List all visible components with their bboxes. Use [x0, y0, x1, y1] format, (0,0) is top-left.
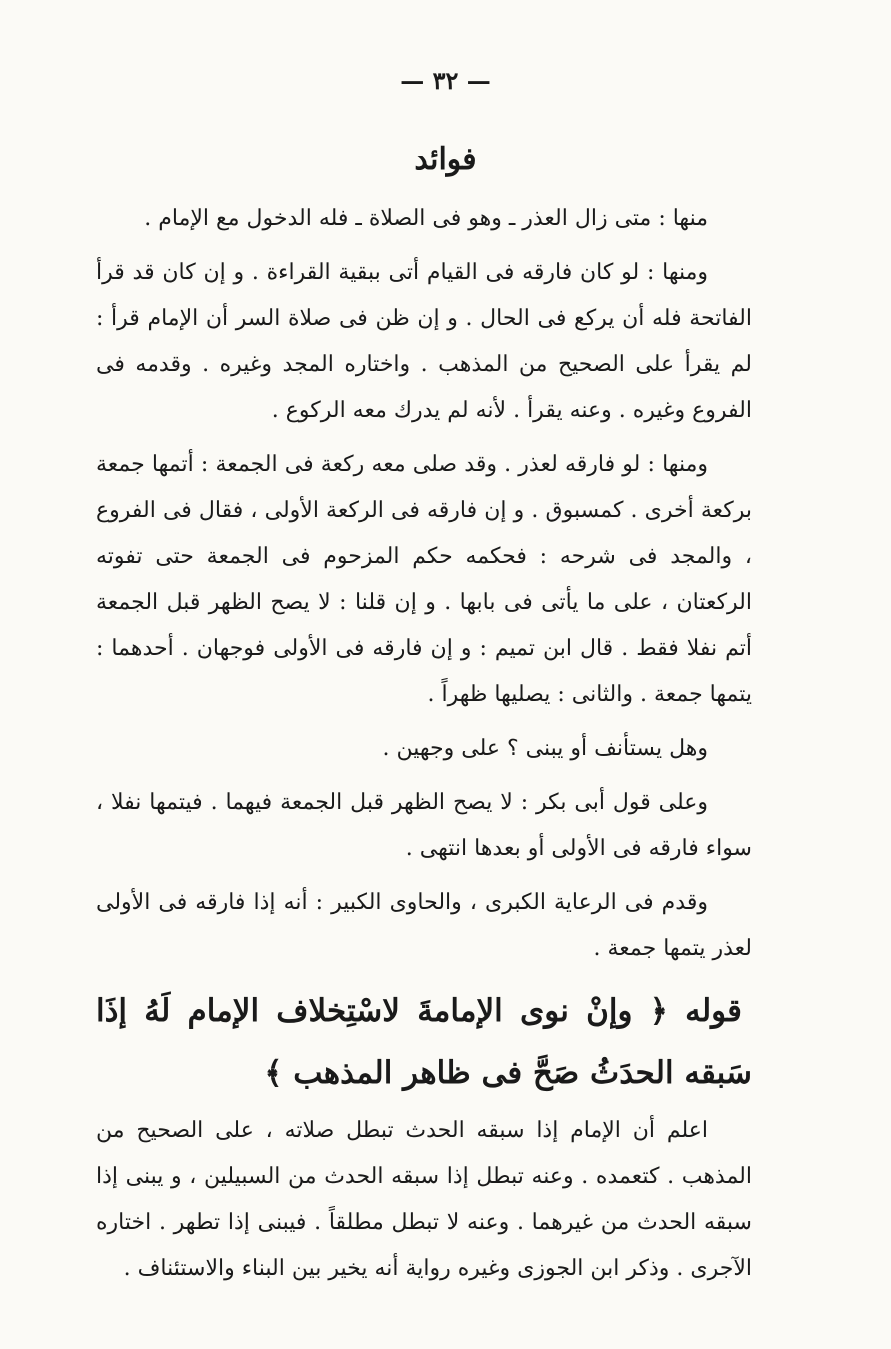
quote-close: ﴾ [264, 1055, 283, 1091]
paragraph-2: ومنها : لو كان فارقه فى القيام أتى ببقية القراءة . و إن كان قد قرأ الفاتحة فله أن يركع فى الحال . و إن ظن فى صلاة السر أن الإمام قرأ : لم يقرأ على الصحيح من المذهب . واختاره المجد وغيره . وقدمه فى الفروع وغيره . وعنه يقرأ . لأنه لم يدرك معه الركوع . [96, 260, 752, 423]
body-text [96, 196, 752, 1300]
paragraph-6: وقدم فى الرعاية الكبرى ، والحاوى الكبير : أنه إذا فارقه فى الأولى لعذر يتمها جمعة . [96, 890, 752, 961]
quote-heading [96, 980, 752, 1104]
section-title: فوائد [414, 142, 477, 177]
quote-text: وإنْ نوى الإمامةَ لاسْتِخلاف الإمام لَهُ إذَا سَبقه الحدَثُ صَحَّ فى ظاهر المذهب [96, 993, 752, 1091]
quote-open: قوله ﴿ [649, 993, 742, 1029]
page-number: — ٣٢ — [400, 66, 491, 95]
paragraph-1: منها : متى زال العذر ـ وهو فى الصلاة ـ فله الدخول مع الإمام . [144, 206, 708, 231]
paragraph-5: وعلى قول أبى بكر : لا يصح الظهر قبل الجمعة فيهما . فيتمها نفلا ، سواء فارقه فى الأولى أو بعدها انتهى . [96, 790, 752, 861]
paragraph-3: ومنها : لو فارقه لعذر . وقد صلى معه ركعة فى الجمعة : أتمها جمعة بركعة أخرى . كمسبوق . و إن فارقه فى الركعة الأولى ، فقال فى الفروع ، والمجد فى شرحه : فحكمه حكم المزحوم فى الجمعة حتى تفوته الركعتان ، على ما يأتى فى بابها . و إن قلنا : لا يصح الظهر قبل الجمعة أتم نفلا فقط . قال ابن تميم : و إن فارقه فى الأولى فوجهان . أحدهما : يتمها جمعة . والثانى : يصليها ظهراً . [96, 452, 752, 707]
paragraph-4: وهل يستأنف أو يبنى ؟ على وجهين . [382, 736, 708, 761]
closing-paragraph: اعلم أن الإمام إذا سبقه الحدث تبطل صلاته ، على الصحيح من المذهب . كتعمده . وعنه تبطل إذا سبقه الحدث من السبيلين ، و يبنى إذا سبقه الحدث من غيرهما . وعنه لا تبطل مطلقاً . فيبنى إذا تطهر . اختاره الآجرى . وذكر ابن الجوزى وغيره رواية أنه يخير بين البناء والاستئناف . [96, 1118, 752, 1281]
